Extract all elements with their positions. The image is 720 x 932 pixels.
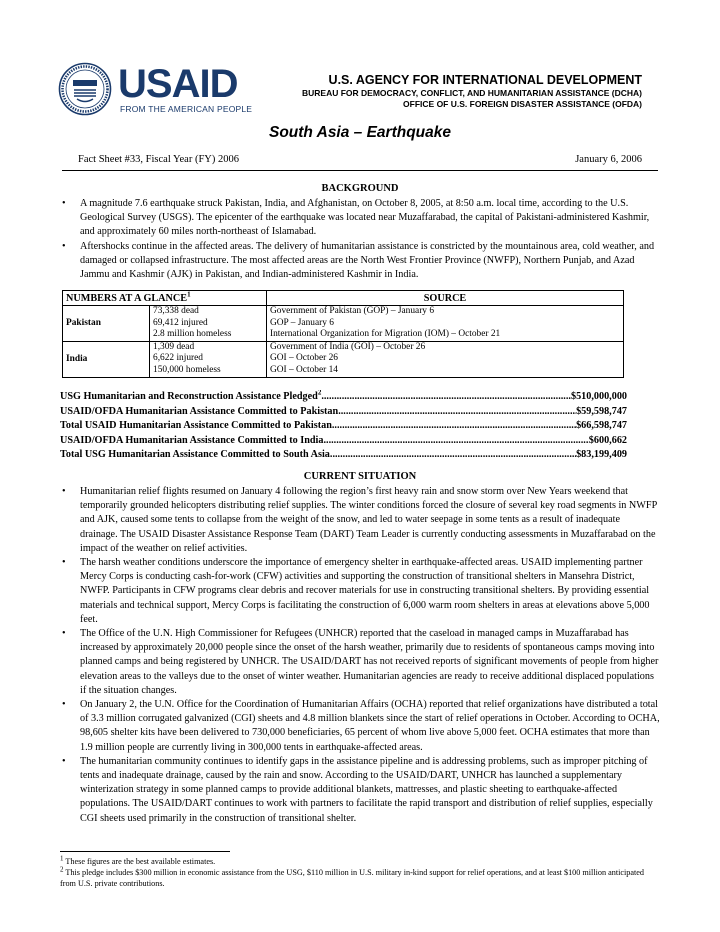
logo-wordmark: USAID [118,62,238,106]
fact-sheet-date: January 6, 2006 [575,154,642,165]
list-item: • The Office of the U.N. High Commissioner for Refugees (UNHCR) reported that the caseload in managed camps in Muzaffarabad has increased by approximately 20,000 people since the onset of the harsh weather, primarily due to residents of spontaneous camps moving into planned camps and being registered by UNHCR. The USAID/DART has not received reports of significant movements of people from higher elevation areas to the valleys due to the onset of winter weather. Humanitarian agencies are ready to receive additional displaced populations if the situation changes. [62,628,659,696]
list-item: • A magnitude 7.6 earthquake struck Pakistan, India, and Afghanistan, on October 8, 2005, at 8:50 a.m. local time, according to the U.S. Geological Survey (USGS). The epicenter of the earthquake was located near Muzaffarabad, the capital of Pakistani-administered Kashmir, and approximately 60 miles north-northeast of Islamabad. [62,198,650,238]
funding-totals [60,390,627,463]
funding-row: USAID/OFDA Humanitarian Assistance Committed to India ..... $600,662 [60,434,627,449]
funding-row: USAID/OFDA Humanitarian Assistance Committed to Pakistan ..... $59,598,747 [60,405,627,420]
list-item: • The humanitarian community continues to identify gaps in the assistance pipeline and is addressing problems, such as improper pitching of tents and inadequate drainage, caused by the rain and snow. According to the USAID/DART, UNHCR has launched a supplementary winterization strategy in some planned camps to provide additional blankets, mattresses, and plastic sheeting to earthquake-affected populations. The USAID/DART continues to work with partners to facilitate the rapid transport and distribution of relief supplies, especially CGI sheets used primarily in the construction of transitional shelter. [62,755,653,824]
bullet-icon: • [62,699,66,711]
funding-amount: $66,598,747 [576,420,627,431]
agency-name: U.S. AGENCY FOR INTERNATIONAL DEVELOPMENT [328,73,642,87]
bullet-icon: • [62,755,66,767]
bullet-icon: • [62,628,66,640]
bullet-icon: • [62,240,66,252]
background-list [60,197,660,282]
header-divider [62,170,658,171]
table-header-row [63,291,624,306]
table-header-numbers: NUMBERS AT A GLANCE$^1$ [63,291,267,306]
bureau-name: BUREAU FOR DEMOCRACY, CONFLICT, AND HUMANITARIAN ASSISTANCE (DCHA) [302,88,642,98]
current-situation-list [60,485,660,826]
funding-row: USG Humanitarian and Reconstruction Assistance Pledged$^2$ ..... $510,000,000 [60,390,627,405]
country-cell: Pakistan [63,306,150,342]
footnotes [60,856,660,889]
table-row [63,306,624,342]
fact-sheet-line [78,154,642,165]
funding-amount: $83,199,409 [576,449,627,460]
bullet-icon: • [62,557,66,569]
funding-amount: $59,598,747 [576,405,627,417]
agency-header [302,72,642,110]
footnote: $^1$ These figures are the best available estimates. [60,854,216,866]
figures-cell: 73,338 dead 69,412 injured 2.8 million homeless [150,306,267,342]
bullet-icon: • [62,486,66,497]
fact-sheet-number: Fact Sheet #33, Fiscal Year (FY) 2006 [78,154,239,165]
usaid-logo [58,62,253,118]
table-row [63,341,624,377]
usaid-seal-icon [58,62,112,116]
funding-row: Total USAID Humanitarian Assistance Committed to Pakistan ..... $66,598,747 [60,419,627,434]
numbers-at-a-glance-table [62,290,624,378]
country-cell: India [63,341,150,377]
logo-tagline: FROM THE AMERICAN PEOPLE [120,104,253,114]
figures-cell: 1,309 dead 6,622 injured 150,000 homeless [150,341,267,377]
list-item: • Aftershocks continue in the affected areas. The delivery of humanitarian assistance is constricted by the mountainous area, cold weather, and damaged or collapsed infrastructure. The most affected areas are the North West Frontier Province (NWFP), Northern Punjab, and Azad Jammu and Kashmir (AJK) in Pakistan, and Indian-administered Kashmir in India. [62,240,655,281]
funding-row: Total USG Humanitarian Assistance Committed to South Asia ..... $83,199,409 [60,448,627,463]
current-situation-heading: CURRENT SITUATION [303,471,417,482]
footnote-divider [60,851,230,852]
funding-amount: $510,000,000 [570,391,627,402]
page-title: South Asia – Earthquake [268,124,452,141]
footnote: $^2$ This pledge includes $300 million in economic assistance from the USG, $110 million in U.S. military in-kind support for relief operations, and at least $100 million anticipated from U.S. private contributions. [60,865,645,888]
background-heading: BACKGROUND [321,183,399,194]
funding-amount: $600,662 [588,434,627,446]
sources-cell: Government of Pakistan (GOP) – January 6 GOP – January 6 International Organization for Migration (IOM) – October 21 [267,306,624,342]
list-item: • On January 2, the U.N. Office for the Coordination of Humanitarian Affairs (OCHA) reported that relief organizations have distributed a total of 3.3 million corrugated galvanized (CGI) sheets and 4.8 million blankets since the start of relief operations in October. According to OCHA, 98,605 shelter kits have been delivered to 730,000 beneficiaries, 65 percent of whom live above 5,000 feet. OCHA estimates that more than 1.9 million people are currently living in 300,000 tents in earthquake-affected areas. [62,699,660,753]
bullet-icon: • [62,198,66,209]
sources-cell: Government of India (GOI) – October 26 GOI – October 26 GOI – October 14 [267,341,624,377]
list-item: • Humanitarian relief flights resumed on January 4 following the region’s first heavy rain and snow storm over New Years weekend that temporarily grounded helicopters distributing relief supplies. The winter conditions forced the closure of several key road segments in NWFP and AJK, caused some tents to collapse from the weight of the snow, and led to water seepage in some tents as a result of inadequate drainage. The USAID Disaster Assistance Response Team (DART) Team Leader is currently conducting assessments in Muzaffarabad on the impact of the weather on relief activities. [62,486,657,554]
table-header-source: SOURCE [267,291,624,306]
list-item: • The harsh weather conditions underscore the importance of emergency shelter in earthquake-affected areas. USAID implementing partner Mercy Corps is conducting cash-for-work (CFW) activities and supporting the construction of transitional shelters in Mansehra District, NWFP. Participants in CFW programs clear debris and recover materials for use in constructing transitional shelters. By providing essential materials and technical support, Mercy Corps is facilitating the construction of 6,000 warm room shelters in areas at elevations above 5,000 feet. [62,557,650,625]
office-name: OFFICE OF U.S. FOREIGN DISASTER ASSISTANCE (OFDA) [403,99,642,109]
